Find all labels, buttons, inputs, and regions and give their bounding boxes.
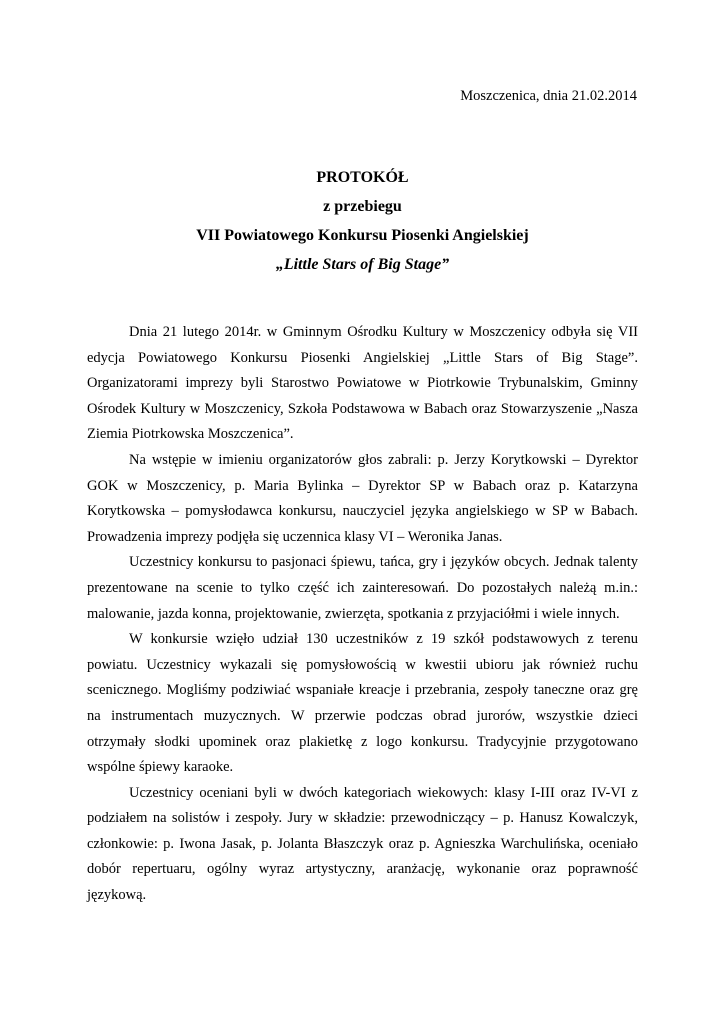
place-and-date: Moszczenica, dnia 21.02.2014 xyxy=(460,88,637,104)
document-title: PROTOKÓŁ xyxy=(316,169,409,186)
paragraph: Dnia 21 lutego 2014r. w Gminnym Ośrodku Kultury w Moszczenicy odbyła się VII edycja Powiatowego Konkursu Piosenki Angielskiej „Little Stars of Big Stage”. Organizatorami imprezy byli Starostwo Powiatowe w Piotrkowie Trybunalskim, Gminny Ośrodek Kultury w Moszczenicy, Szkoła Podstawowa w Babach oraz Stowarzyszenie „Nasza Ziemia Piotrkowska Moszczenica”. xyxy=(87,324,638,443)
document-subtitle-line-2: VII Powiatowego Konkursu Piosenki Angielskiej xyxy=(196,227,529,244)
document-subtitle-line-3: „Little Stars of Big Stage” xyxy=(275,256,450,273)
document-body xyxy=(87,320,638,909)
paragraph: Uczestnicy oceniani byli w dwóch kategoriach wiekowych: klasy I-III oraz IV-VI z podziałem na solistów i zespoły. Jury w składzie: przewodniczący – p. Hanusz Kowalczyk, członkowie: p. Iwona Jasak, p. Jolanta Błaszczyk oraz p. Agnieszka Warchulińska, oceniało dobór repertuaru, ogólny wyraz artystyczny, aranżację, wykonanie oraz poprawność językową. xyxy=(87,784,638,904)
document-subtitle-line-1: z przebiegu xyxy=(323,198,402,215)
paragraph: Na wstępie w imieniu organizatorów głos zabrali: p. Jerzy Korytkowski – Dyrektor GOK w Moszczenicy, p. Maria Bylinka – Dyrektor SP w Babach oraz p. Katarzyna Korytkowska – pomysłodawca konkursu, nauczyciel języka angielskiego w SP w Babach. Prowadzenia imprezy podjęła się uczennica klasy VI – Weronika Janas. xyxy=(87,451,638,545)
document-heading xyxy=(0,163,725,279)
paragraph: W konkursie wzięło udział 130 uczestników z 19 szkół podstawowych z terenu powiatu. Uczestnicy wykazali się pomysłowością w kwestii ubioru jak również ruchu scenicznego. Mogliśmy podziwiać wspaniałe kreacje i przebrania, zespoły taneczne oraz grę na instrumentach muzycznych. W przerwie podczas obrad jurorów, wszystkie dzieci otrzymały słodki upominek oraz plakietkę z logo konkursu. Tradycyjnie przygotowano wspólne śpiewy karaoke. xyxy=(87,631,638,776)
paragraph: Uczestnicy konkursu to pasjonaci śpiewu, tańca, gry i języków obcych. Jednak talenty prezentowane na scenie to tylko część ich zainteresowań. Do pozostałych należą m.in.: malowanie, jazda konna, projektowanie, zwierzęta, spotkania z przyjaciółmi i wiele innych. xyxy=(87,554,638,622)
